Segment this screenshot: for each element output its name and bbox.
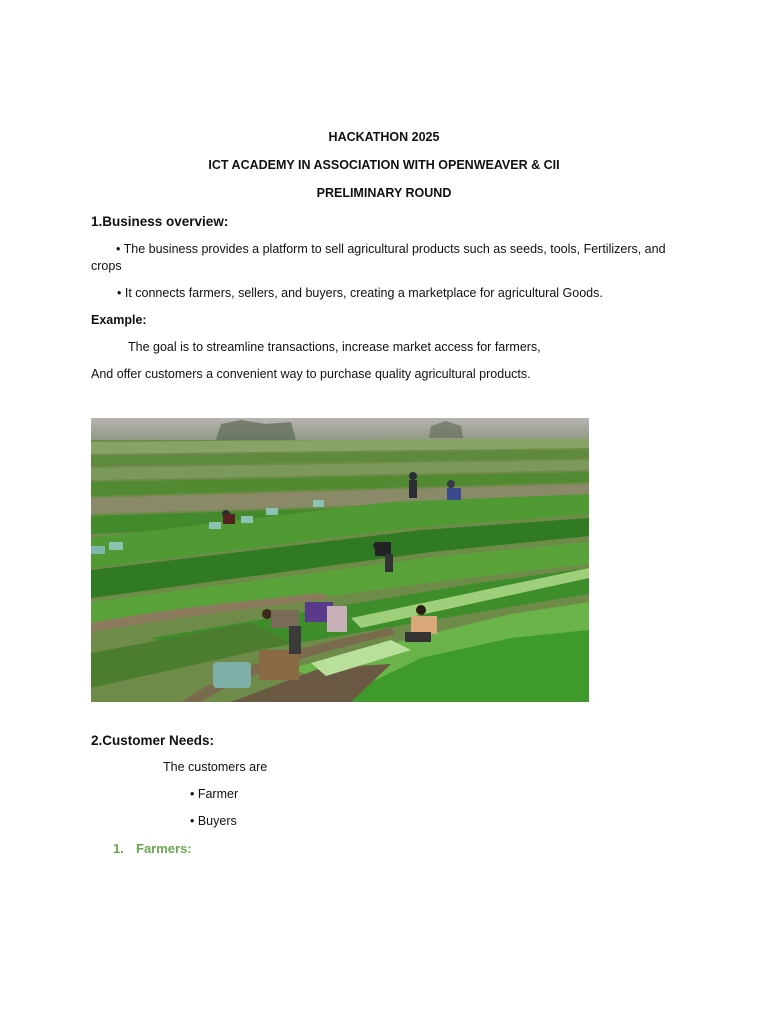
document-round: PRELIMINARY ROUND [316,186,452,200]
document-subtitle: ICT ACADEMY IN ASSOCIATION WITH OPENWEAVER & CII [208,158,560,172]
example-label: Example: [91,313,147,327]
business-overview-heading: 1.Business overview: [91,214,229,229]
example-line-2: And offer customers a convenient way to purchase quality agricultural products. [91,367,531,381]
customer-item-buyers: • Buyers [190,814,237,828]
document-title: HACKATHON 2025 [328,130,440,144]
farmers-number: 1. [113,841,124,856]
business-bullet-1: • The business provides a platform to sell agricultural products such as seeds, tools, Fertilizers, and crops [91,242,666,273]
business-bullet-2: • It connects farmers, sellers, and buyers, creating a marketplace for agricultural Goods. [117,286,603,300]
farm-field-photo [91,418,589,702]
example-line-1: The goal is to streamline transactions, increase market access for farmers, [128,340,541,354]
customer-item-farmer: • Farmer [190,787,239,801]
farmers-heading: Farmers: [136,841,192,856]
customer-needs-heading: 2.Customer Needs: [91,733,215,748]
customers-intro: The customers are [163,760,268,774]
